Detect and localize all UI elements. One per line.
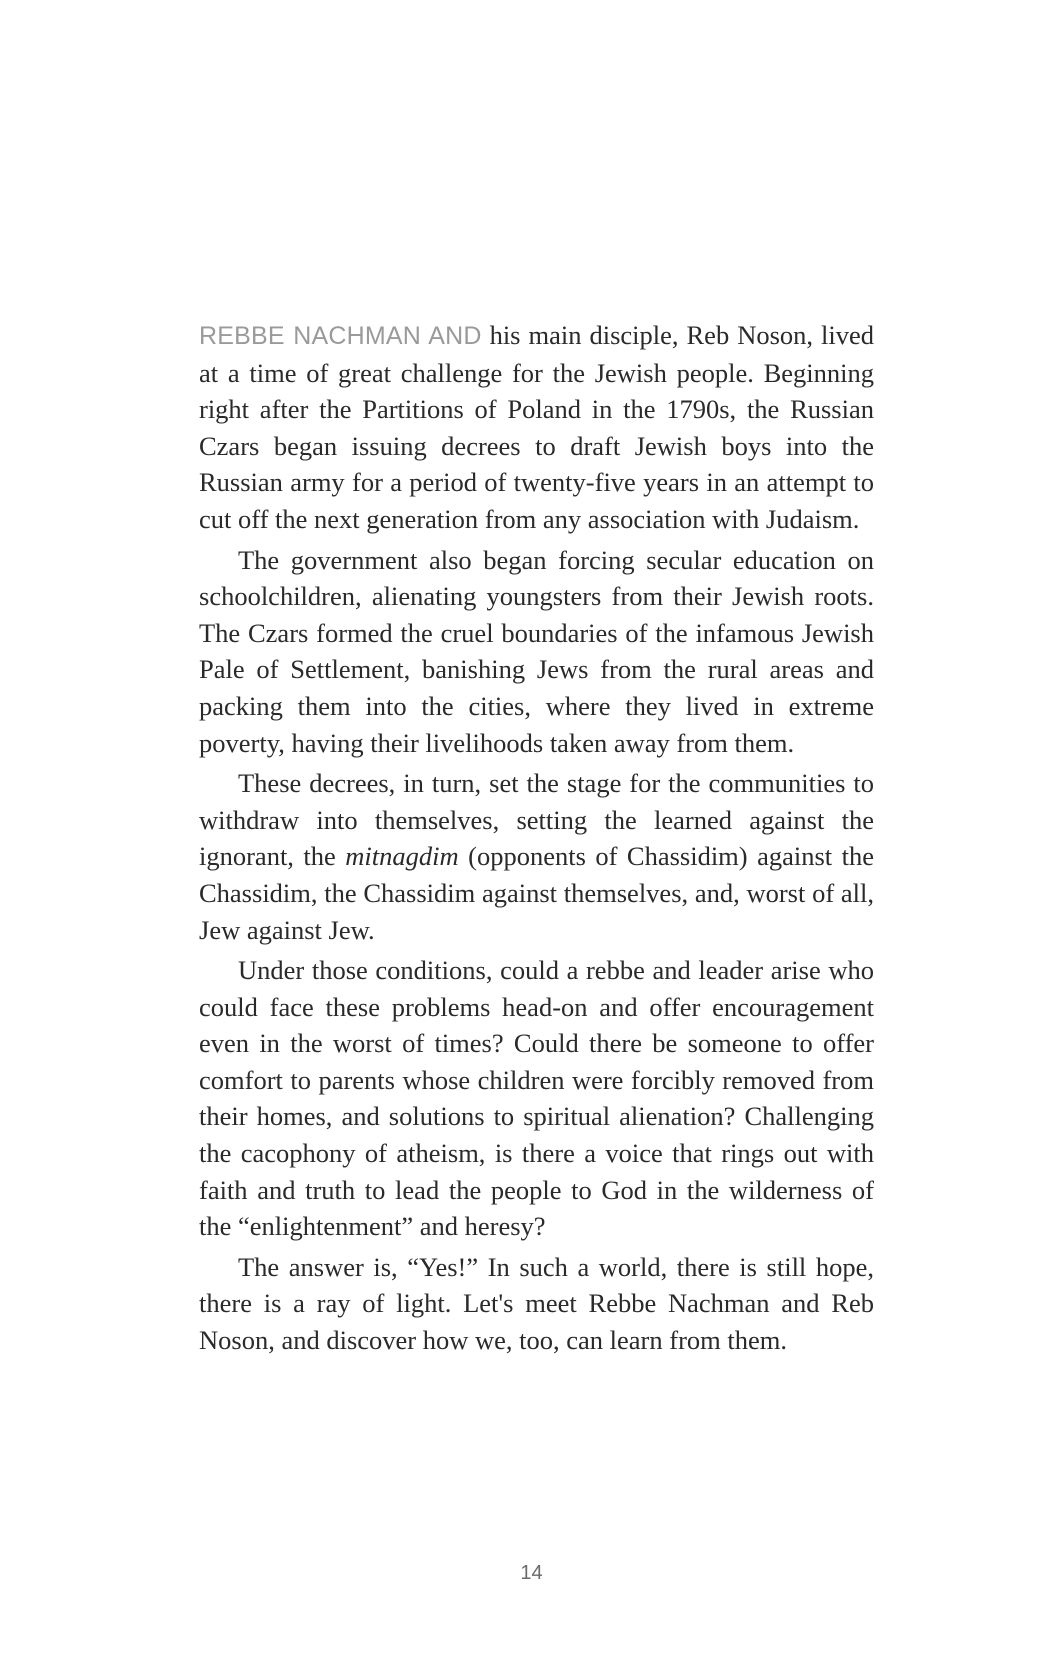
paragraph-2: The government also began forcing secular education on schoolchildren, alienating youngsters from their Jewish roots. The Czars formed the cruel boundaries of the infamous Jewish Pale of Settlement, banishing Jews from the rural areas and packing them into the cities, where they lived in extreme poverty, having their livelihoods taken away from them. (199, 544, 874, 758)
paragraph-1 (199, 317, 874, 538)
paragraph-3-text-before: These decrees, in turn, set the stage for the communities to withdraw into themselves, setting the learned against the ignorant, the (199, 768, 874, 872)
body-text (199, 317, 874, 1363)
page-number: 14 (520, 1562, 543, 1584)
chapter-lead-in: REBBE NACHMAN AND (199, 322, 482, 350)
italic-term: mitnagdim (345, 841, 459, 872)
paragraph-3 (199, 765, 874, 948)
paragraph-4: Under those conditions, could a rebbe and leader arise who could face these problems head-on and offer encouragement even in the worst of times? Could there be someone to offer comfort to parents whose children were forcibly removed from their homes, and solutions to spiritual alienation? Challenging the cacophony of atheism, is there a voice that rings out with faith and truth to lead the people to God in the wilderness of the “enlightenment” and heresy? (199, 955, 874, 1242)
paragraph-3-text-after: (opponents of Chassidim) against the Chassidim, the Chassidim against themselves, and, worst of all, Jew against Jew. (199, 841, 875, 945)
paragraph-5: The answer is, “Yes!” In such a world, there is still hope, there is a ray of light. Let's meet Rebbe Nachman and Reb Noson, and discover how we, too, can learn from them. (199, 1251, 874, 1356)
paragraph-1-text: his main disciple, Reb Noson, lived at a time of great challenge for the Jewish people. Beginning right after the Partitions of Poland in the 1790s, the Russian Czars began issuing decrees to draft Jewish boys into the Russian army for a period of twenty-five years in an attempt to cut off the next generation from any association with Judaism. (199, 320, 874, 534)
